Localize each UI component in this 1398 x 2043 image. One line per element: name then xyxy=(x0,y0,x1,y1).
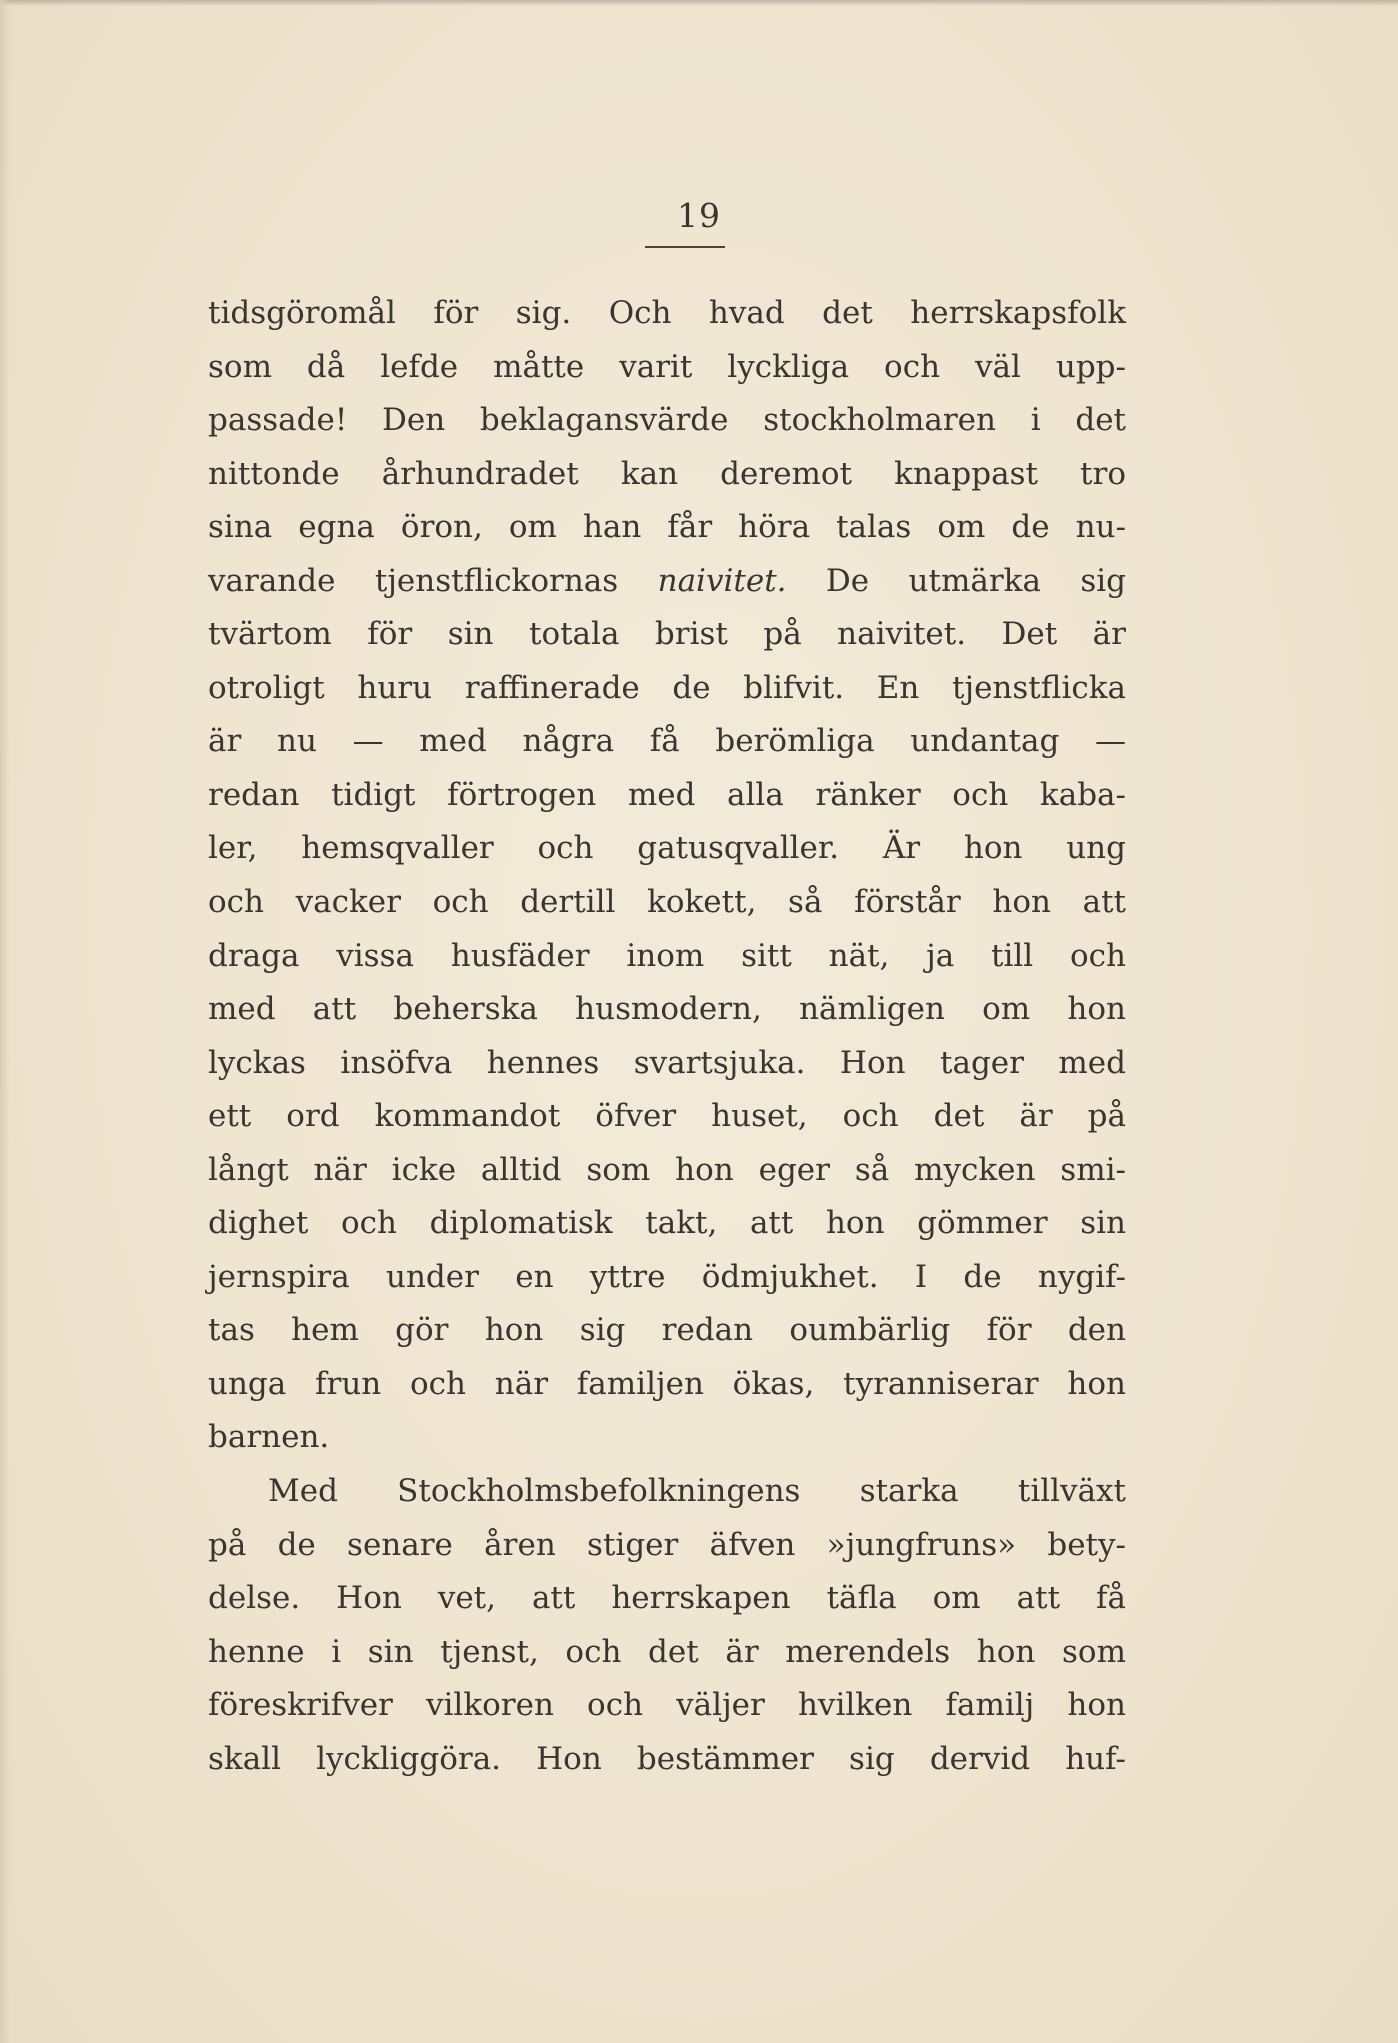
text-line: passade! Den beklagansvärde stockholmaren i det xyxy=(208,402,1126,439)
text-line: draga vissa husfäder inom sitt nät, ja till och xyxy=(208,937,1126,974)
text-line: delse. Hon vet, att herrskapen täfla om att få xyxy=(208,1580,1126,1617)
text-line: lyckas insöfva hennes svartsjuka. Hon tager med xyxy=(208,1044,1126,1081)
text-line: långt när icke alltid som hon eger så mycken smi- xyxy=(208,1151,1126,1188)
text-line: på de senare åren stiger äfven »jungfruns» bety- xyxy=(208,1526,1126,1563)
text-line: otroligt huru raffinerade de blifvit. En tjenstflicka xyxy=(208,669,1126,706)
text-line: unga frun och när familjen ökas, tyranniserar hon xyxy=(208,1365,1126,1402)
emphasized-word: naivitet. xyxy=(657,562,787,599)
text-line: som då lefde måtte varit lyckliga och väl upp- xyxy=(208,348,1126,385)
text-line: redan tidigt förtrogen med alla ränker och kaba- xyxy=(208,776,1126,813)
body-text xyxy=(208,287,1126,1786)
text-line: föreskrifver vilkoren och väljer hvilken familj hon xyxy=(208,1687,1126,1724)
text-line xyxy=(208,555,1126,609)
text-line: barnen. xyxy=(208,1419,330,1456)
page-number: 19 xyxy=(677,196,721,235)
text-line: sina egna öron, om han får höra talas om de nu- xyxy=(208,509,1126,546)
text-line: med att beherska husmodern, nämligen om hon xyxy=(208,991,1126,1028)
text-segment: De utmärka sig xyxy=(786,562,1126,599)
text-line: tvärtom för sin totala brist på naivitet. Det är xyxy=(208,616,1126,653)
text-line: ett ord kommandot öfver huset, och det är på xyxy=(208,1098,1126,1135)
text-line: dighet och diplomatisk takt, att hon gömmer sin xyxy=(208,1205,1126,1242)
text-line: ler, hemsqvaller och gatusqvaller. Är hon ung xyxy=(208,830,1126,867)
text-line: Med Stockholmsbefolkningens starka tillväxt xyxy=(268,1473,1126,1510)
text-segment: varande tjenstflickornas xyxy=(208,562,658,599)
page-number-rule xyxy=(645,246,725,248)
text-line: och vacker och dertill kokett, så förstår hon att xyxy=(208,884,1126,921)
text-line: tidsgöromål för sig. Och hvad det herrskapsfolk xyxy=(208,295,1126,331)
page-top-edge xyxy=(0,0,1398,6)
text-line: är nu — med några få berömliga undantag — xyxy=(208,723,1126,760)
page-left-edge xyxy=(0,0,10,2043)
text-line: jernspira under en yttre ödmjukhet. I de nygif- xyxy=(208,1258,1126,1295)
text-line: nittonde århundradet kan deremot knappast tro xyxy=(208,455,1126,492)
text-line: skall lyckliggöra. Hon bestämmer sig dervid huf- xyxy=(208,1740,1126,1777)
text-line: tas hem gör hon sig redan oumbärlig för den xyxy=(208,1312,1126,1349)
text-line: henne i sin tjenst, och det är merendels hon som xyxy=(208,1633,1126,1670)
